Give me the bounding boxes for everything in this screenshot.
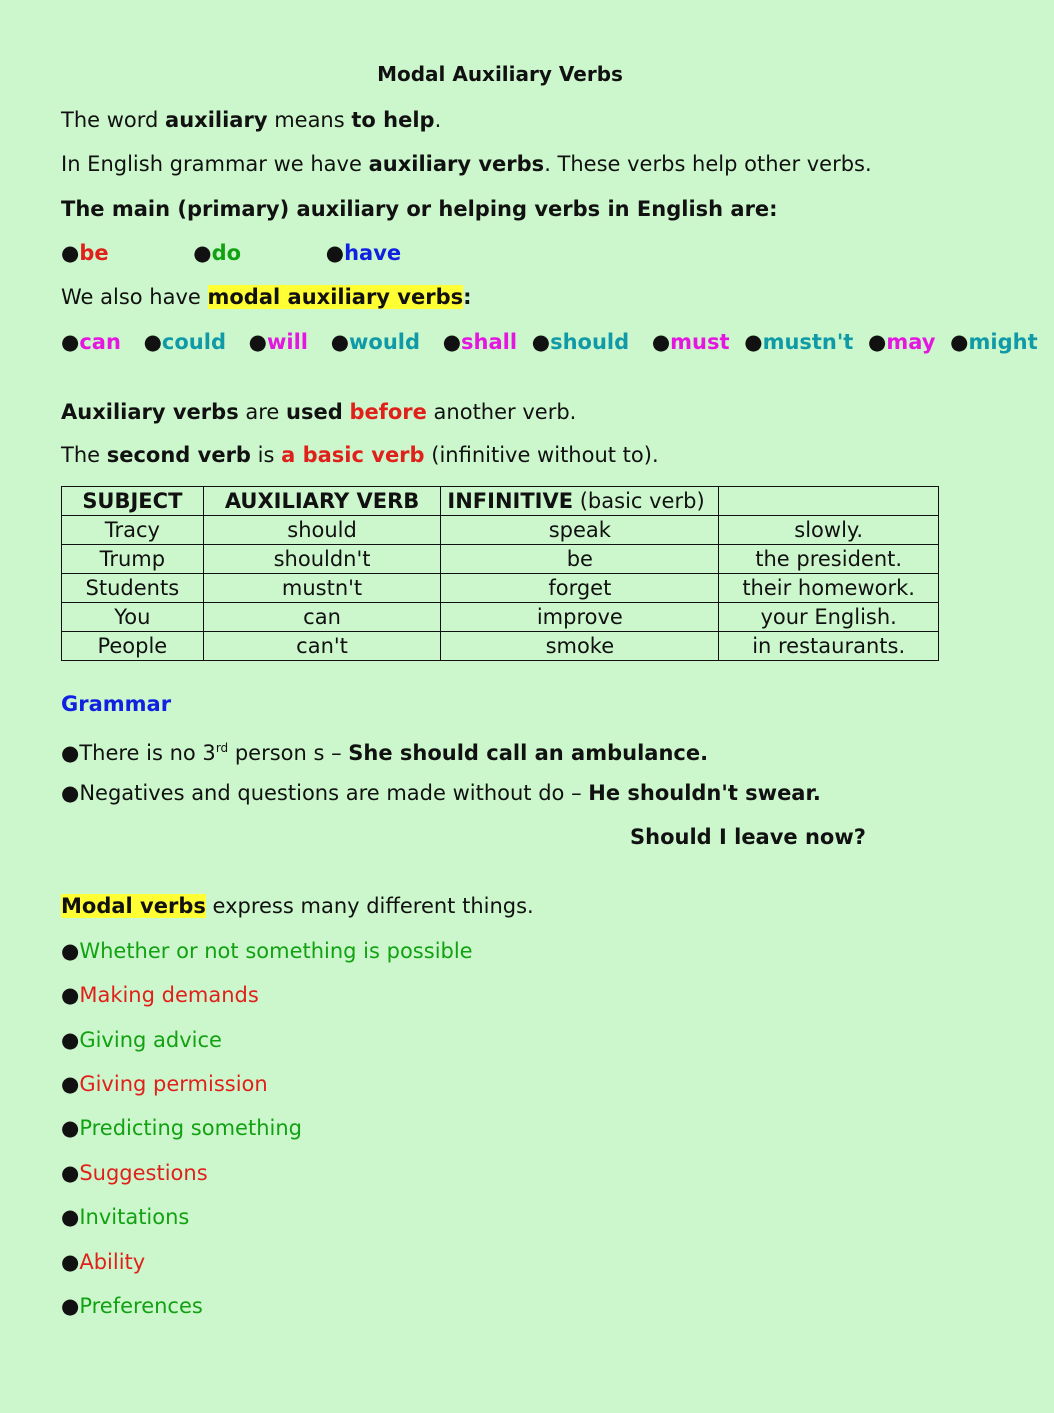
list-item-text: Preferences <box>79 1294 203 1318</box>
page-title: Modal Auxiliary Verbs <box>377 62 623 86</box>
bullet-icon: ● <box>61 1116 80 1140</box>
table-header-row <box>62 487 939 516</box>
primary-heading: The main (primary) auxiliary or helping verbs in English are: <box>61 197 778 221</box>
verb-will: ●will <box>248 330 308 354</box>
bullet-icon: ● <box>61 1161 80 1185</box>
list-item-text: Giving advice <box>79 1028 222 1052</box>
list-item <box>61 1026 222 1054</box>
verb-may: ●may <box>868 330 936 354</box>
modal-intro: We also have modal auxiliary verbs: <box>61 285 472 309</box>
intro-line-1: The word auxiliary means to help. <box>61 108 442 132</box>
table-row: Students mustn't forget their homework. <box>62 574 939 603</box>
list-item <box>61 1114 302 1142</box>
header-infinitive: INFINITIVE (basic verb) <box>441 487 719 516</box>
list-item-text: Ability <box>79 1250 146 1274</box>
list-item-text: Predicting something <box>79 1116 302 1140</box>
list-item <box>61 1203 189 1231</box>
grammar-point-2: ●Negatives and questions are made without do – He shouldn't swear. <box>61 781 821 805</box>
list-item <box>61 1159 208 1187</box>
header-subject: SUBJECT <box>62 487 204 516</box>
primary-verb-list <box>61 239 423 267</box>
list-item-text: Invitations <box>79 1205 190 1229</box>
list-item-text: Suggestions <box>79 1161 208 1185</box>
verb-be: ●be <box>61 241 109 265</box>
verb-might: ●might <box>950 330 1038 354</box>
verb-mustnt: ●mustn't <box>744 330 854 354</box>
grammar-point-2-example: Should I leave now? <box>630 825 866 849</box>
verb-should: ●should <box>531 330 630 354</box>
bullet-icon: ● <box>61 939 80 963</box>
list-item-text: Giving permission <box>79 1072 268 1096</box>
examples-table <box>61 486 939 661</box>
list-item <box>61 1292 203 1320</box>
table-row: Trump shouldn't be the president. <box>62 545 939 574</box>
header-empty <box>719 487 939 516</box>
list-item <box>61 1248 145 1276</box>
verb-would: ●would <box>330 330 421 354</box>
list-item <box>61 981 259 1009</box>
bullet-icon: ● <box>61 1250 80 1274</box>
table-row: You can improve your English. <box>62 603 939 632</box>
table-row: Tracy should speak slowly. <box>62 516 939 545</box>
list-item <box>61 937 473 965</box>
verb-have: ●have <box>325 241 402 265</box>
rule-line-1: Auxiliary verbs are used before another verb. <box>61 400 577 424</box>
header-auxiliary: AUXILIARY VERB <box>203 487 441 516</box>
list-item-text: Making demands <box>79 983 259 1007</box>
bullet-icon: ● <box>61 1072 80 1096</box>
rule-line-2: The second verb is a basic verb (infinitive without to). <box>61 443 659 467</box>
grammar-heading: Grammar <box>61 692 172 716</box>
list-item <box>61 1070 268 1098</box>
verb-must: ●must <box>651 330 730 354</box>
verb-can: ●can <box>61 330 121 354</box>
list-item-text: Whether or not something is possible <box>79 939 473 963</box>
verb-do: ●do <box>193 241 242 265</box>
table-row: People can't smoke in restaurants. <box>62 632 939 661</box>
intro-line-2: In English grammar we have auxiliary verbs. These verbs help other verbs. <box>61 152 872 176</box>
verb-could: ●could <box>143 330 226 354</box>
bullet-icon: ● <box>61 1294 80 1318</box>
bullet-icon: ● <box>61 983 80 1007</box>
grammar-point-1: ●There is no 3rd person s – She should call an ambulance. <box>61 741 709 765</box>
bullet-icon: ● <box>61 1028 80 1052</box>
verb-shall: ●shall <box>442 330 518 354</box>
modal-verb-list <box>61 328 1054 356</box>
uses-intro: Modal verbs express many different things. <box>61 894 534 918</box>
bullet-icon: ● <box>61 1205 80 1229</box>
